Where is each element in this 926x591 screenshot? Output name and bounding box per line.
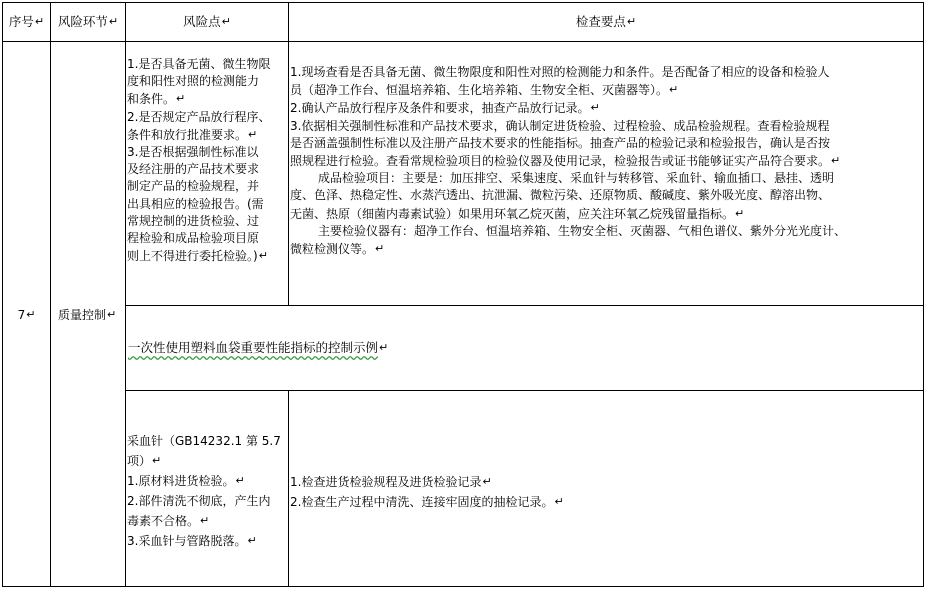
row-stage-text: 质量控制 [58, 308, 107, 322]
check-line: 主要检验仪器有：超净工作台、恒温培养箱、生物安全柜、灭菌器、气相色谱仪、紫外分光光度计、 [318, 223, 847, 238]
paragraph-mark-icon: ↵ [590, 101, 600, 115]
risk-line: 及经注册的产品技术要求 [127, 162, 260, 177]
risk-line: 3.是否根据强制性标准以 [127, 145, 259, 160]
col-divider-stage [125, 2, 126, 587]
paragraph-mark-icon: ↵ [107, 308, 117, 321]
rule-under-block1 [125, 305, 924, 306]
paragraph-mark-icon: ↵ [26, 308, 36, 321]
paragraph-mark-icon: ↵ [482, 475, 492, 488]
col-divider-risk-top [288, 2, 289, 306]
paragraph-mark-icon: ↵ [831, 154, 841, 168]
paragraph-mark-icon: ↵ [669, 83, 679, 97]
example-title-text: 一次性使用塑料血袋重要性能指标的控制示例 [128, 340, 379, 355]
risk-line: 条件和放行批准要求。↵ [127, 127, 258, 142]
rule-under-example [125, 390, 924, 391]
check-line: 员（超净工作台、恒温培养箱、生化培养箱、生物安全柜、灭菌器等）。↵ [290, 83, 679, 98]
header-no-text: 序号 [8, 14, 34, 29]
paragraph-mark-icon: ↵ [235, 474, 245, 488]
row-stage [58, 307, 125, 323]
header-risk [126, 14, 288, 30]
risk-line: 出具相应的检验报告。(需 [127, 196, 264, 211]
check-line: 2.检查生产过程中清洗、连接牢固度的抽检记录。↵ [290, 495, 564, 510]
block2-check-text [290, 472, 922, 512]
paragraph-mark-icon: ↵ [258, 249, 268, 263]
paragraph-mark-icon: ↵ [200, 513, 210, 527]
block1-check-text [290, 64, 922, 258]
paragraph-mark-icon: ↵ [152, 454, 162, 468]
paragraph-mark-icon: ↵ [247, 534, 257, 548]
risk-line: 1.原材料进货检验。↵ [127, 474, 245, 489]
header-no [3, 14, 50, 30]
risk-line: 常规控制的进货检验、过 [127, 213, 260, 228]
paragraph-mark-icon: ↵ [626, 15, 637, 28]
block2-risk-text [127, 432, 287, 551]
header-stage [51, 14, 125, 30]
paragraph-mark-icon: ↵ [34, 15, 45, 28]
risk-line: 项）↵ [127, 454, 162, 469]
border-right [923, 2, 924, 587]
risk-line: 毒素不合格。↵ [127, 513, 210, 528]
border-left [2, 2, 3, 587]
risk-line: 2.是否规定产品放行程序、 [127, 109, 271, 124]
header-divider [2, 41, 924, 42]
paragraph-mark-icon: ↵ [108, 15, 119, 28]
risk-line: 制定产品的检验规程，并 [127, 179, 260, 194]
header-check [289, 14, 923, 30]
example-title [128, 340, 918, 356]
risk-line: 1.是否具备无菌、微生物限 [127, 57, 271, 71]
paragraph-mark-icon: ↵ [735, 206, 745, 220]
risk-line: 2.部件清洗不彻底，产生内 [127, 493, 271, 508]
row-number [3, 307, 50, 323]
check-line: 照规程进行检验。查看常规检验项目的检验仪器及使用记录，检验报告或证书能够证实产品符合要求。↵ [290, 154, 841, 169]
risk-line: 度和阳性对照的检测能力 [127, 74, 260, 89]
risk-line: 则上不得进行委托检验。)↵ [127, 249, 268, 264]
paragraph-mark-icon: ↵ [375, 242, 385, 256]
paragraph-mark-icon: ↵ [554, 495, 564, 509]
paragraph-mark-icon: ↵ [379, 341, 389, 354]
risk-line: 采血针（GB14232.1 第 5.7 [127, 434, 281, 448]
paragraph-mark-icon: ↵ [176, 92, 186, 106]
block1-risk-text [127, 56, 287, 265]
risk-line: 和条件。↵ [127, 92, 186, 107]
paragraph-mark-icon: ↵ [248, 127, 258, 141]
border-top [2, 2, 924, 3]
risk-line: 3.采血针与管路脱落。↵ [127, 534, 257, 549]
header-risk-text: 风险点 [183, 14, 221, 29]
check-line: 3.依据相关强制性标准和产品技术要求，确认制定进货检验、过程检验、成品检验规程。查看检验规程 [290, 118, 830, 133]
check-line: 1.检查进货检验规程及进货检验记录↵ [290, 475, 492, 489]
col-divider-no [50, 2, 51, 587]
risk-line: 程检验和成品检验项目原 [127, 231, 260, 246]
header-check-text: 检查要点 [575, 14, 626, 29]
check-line: 度、色泽、热稳定性、水蒸汽透出、抗泄漏、微粒污染、还原物质、酸碱度、紫外吸光度、醇溶出物、 [290, 188, 831, 203]
header-stage-text: 风险环节 [57, 14, 108, 29]
check-line: 成品检验项目：主要是：加压排空、采集速度、采血针与转移管、采血针、输血插口、悬挂、透明 [318, 171, 835, 186]
check-line: 1.现场查看是否具备无菌、微生物限度和阳性对照的检测能力和条件。是否配备了相应的设备和检验人 [290, 65, 830, 79]
col-divider-risk-bottom [288, 390, 289, 587]
check-line: 2.确认产品放行程序及条件和要求，抽查产品放行记录。↵ [290, 101, 600, 116]
check-line: 微粒检测仪等。↵ [290, 242, 385, 257]
check-line: 是否涵盖强制性标准以及注册产品技术要求的性能指标。抽查产品的检验记录和检验报告，确认是否按 [290, 135, 831, 150]
border-bottom [2, 586, 924, 587]
paragraph-mark-icon: ↵ [221, 15, 231, 28]
check-line: 无菌、热原（细菌内毒素试验）如果用环氧乙烷灭菌，应关注环氧乙烷残留量指标。↵ [290, 206, 745, 221]
row-number-text: 7 [17, 308, 26, 322]
